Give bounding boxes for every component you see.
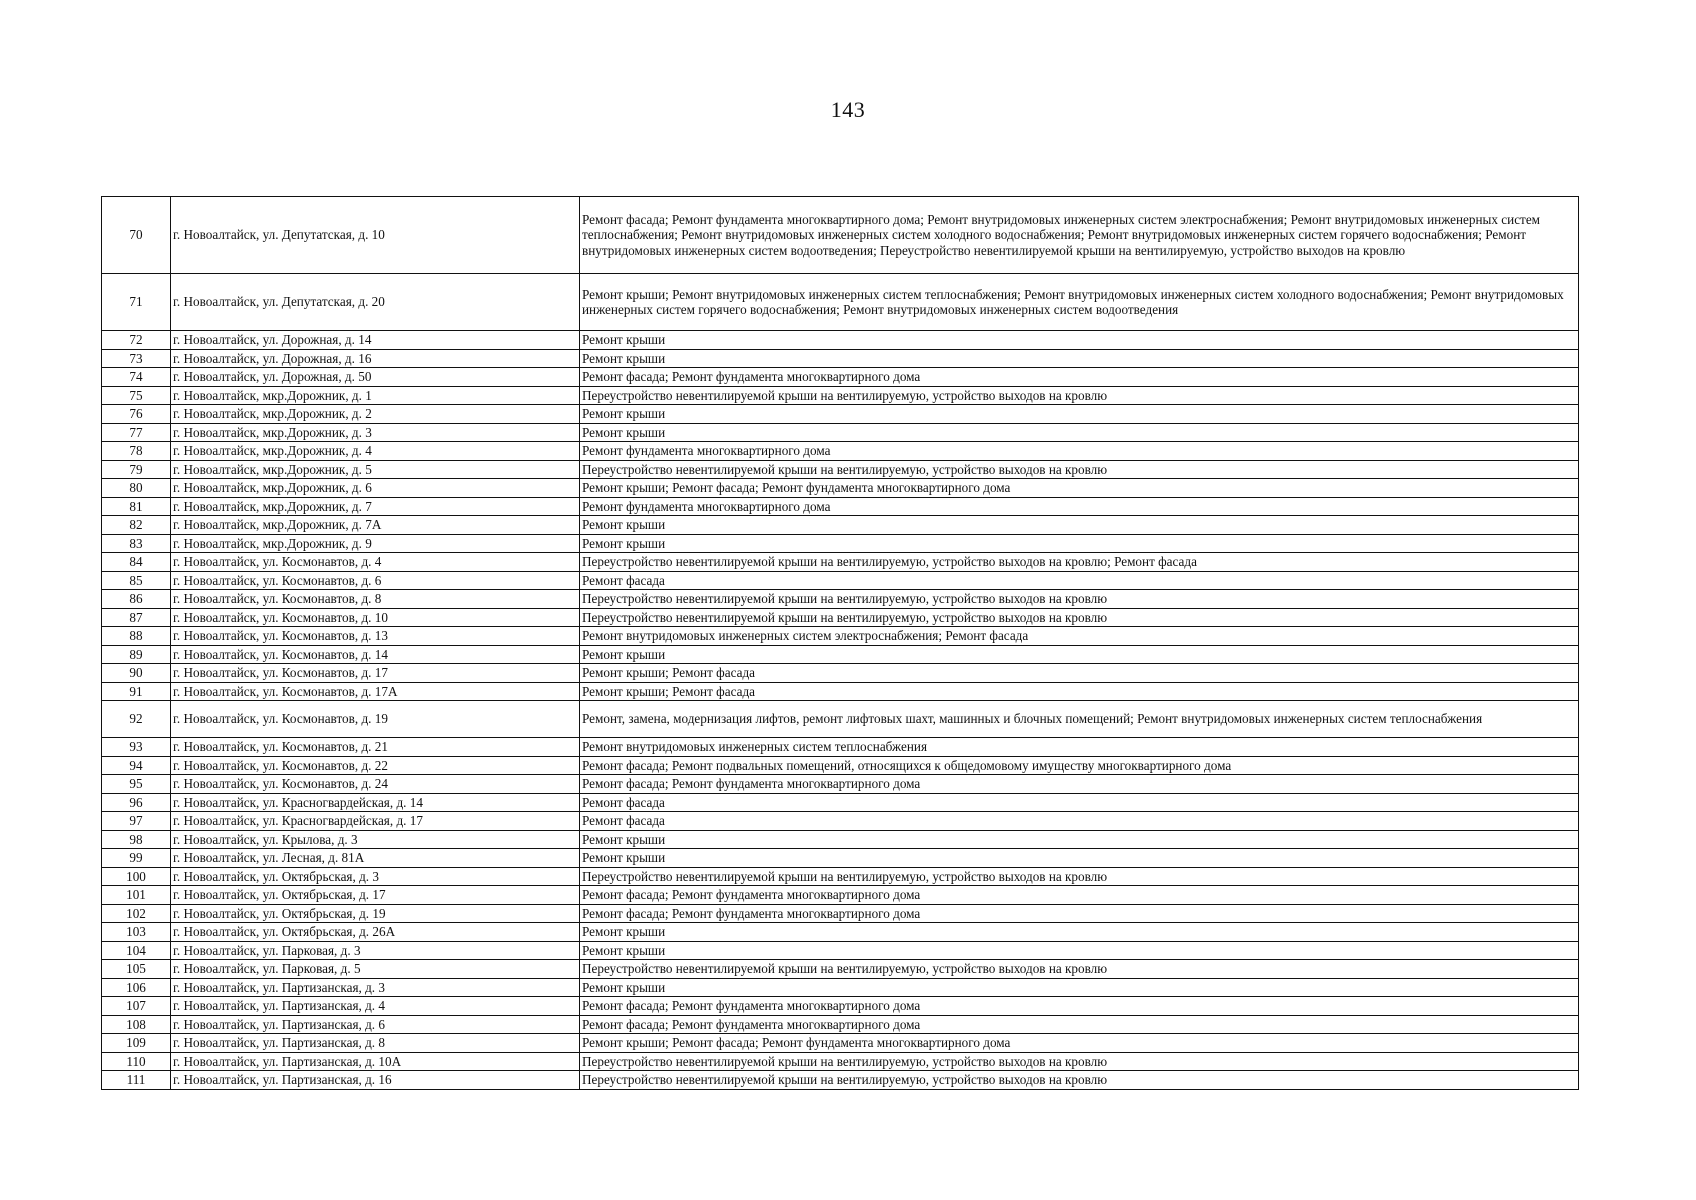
- table-row: [102, 331, 1579, 350]
- works-cell: Ремонт крыши; Ремонт фасада; Ремонт фундамента многоквартирного дома: [580, 1034, 1579, 1053]
- works-cell: Переустройство невентилируемой крыши на вентилируемую, устройство выходов на кровлю: [580, 608, 1579, 627]
- works-cell: Ремонт крыши: [580, 423, 1579, 442]
- table-row: [102, 534, 1579, 553]
- table-row: [102, 1034, 1579, 1053]
- address-cell: г. Новоалтайск, ул. Депутатская, д. 20: [171, 274, 580, 331]
- row-number-cell: 109: [102, 1034, 171, 1053]
- row-number-cell: 110: [102, 1052, 171, 1071]
- table-row: [102, 664, 1579, 683]
- row-number-cell: 92: [102, 701, 171, 738]
- row-number-cell: 100: [102, 867, 171, 886]
- table-row: [102, 1052, 1579, 1071]
- row-number-cell: 80: [102, 479, 171, 498]
- row-number-cell: 84: [102, 553, 171, 572]
- works-cell: Ремонт фасада; Ремонт фундамента многоквартирного дома: [580, 775, 1579, 794]
- address-cell: г. Новоалтайск, ул. Дорожная, д. 14: [171, 331, 580, 350]
- row-number-cell: 97: [102, 812, 171, 831]
- row-number-cell: 73: [102, 349, 171, 368]
- table-row: [102, 997, 1579, 1016]
- address-cell: г. Новоалтайск, ул. Космонавтов, д. 17А: [171, 682, 580, 701]
- table-row: [102, 645, 1579, 664]
- row-number-cell: 86: [102, 590, 171, 609]
- works-cell: Переустройство невентилируемой крыши на вентилируемую, устройство выходов на кровлю: [580, 867, 1579, 886]
- address-cell: г. Новоалтайск, ул. Дорожная, д. 16: [171, 349, 580, 368]
- row-number-cell: 75: [102, 386, 171, 405]
- address-cell: г. Новоалтайск, ул. Партизанская, д. 8: [171, 1034, 580, 1053]
- works-cell: Ремонт крыши: [580, 331, 1579, 350]
- table-row: [102, 349, 1579, 368]
- address-cell: г. Новоалтайск, ул. Лесная, д. 81А: [171, 849, 580, 868]
- address-cell: г. Новоалтайск, ул. Космонавтов, д. 22: [171, 756, 580, 775]
- row-number-cell: 94: [102, 756, 171, 775]
- works-cell: Ремонт крыши: [580, 516, 1579, 535]
- address-cell: г. Новоалтайск, ул. Космонавтов, д. 14: [171, 645, 580, 664]
- table-row: [102, 460, 1579, 479]
- table-row: [102, 516, 1579, 535]
- address-cell: г. Новоалтайск, ул. Красногвардейская, д. 17: [171, 812, 580, 831]
- row-number-cell: 107: [102, 997, 171, 1016]
- address-cell: г. Новоалтайск, ул. Партизанская, д. 3: [171, 978, 580, 997]
- table-row: [102, 627, 1579, 646]
- table-row: [102, 197, 1579, 274]
- table-row: [102, 442, 1579, 461]
- row-number-cell: 96: [102, 793, 171, 812]
- row-number-cell: 108: [102, 1015, 171, 1034]
- row-number-cell: 91: [102, 682, 171, 701]
- row-number-cell: 89: [102, 645, 171, 664]
- table-row: [102, 960, 1579, 979]
- row-number-cell: 111: [102, 1071, 171, 1090]
- row-number-cell: 83: [102, 534, 171, 553]
- row-number-cell: 105: [102, 960, 171, 979]
- row-number-cell: 88: [102, 627, 171, 646]
- address-cell: г. Новоалтайск, мкр.Дорожник, д. 7: [171, 497, 580, 516]
- address-cell: г. Новоалтайск, ул. Космонавтов, д. 19: [171, 701, 580, 738]
- address-cell: г. Новоалтайск, ул. Партизанская, д. 6: [171, 1015, 580, 1034]
- works-cell: Ремонт крыши: [580, 941, 1579, 960]
- table-row: [102, 830, 1579, 849]
- address-cell: г. Новоалтайск, мкр.Дорожник, д. 3: [171, 423, 580, 442]
- row-number-cell: 78: [102, 442, 171, 461]
- row-number-cell: 76: [102, 405, 171, 424]
- row-number-cell: 72: [102, 331, 171, 350]
- table-row: [102, 274, 1579, 331]
- works-cell: Ремонт крыши: [580, 849, 1579, 868]
- table-row: [102, 775, 1579, 794]
- address-cell: г. Новоалтайск, ул. Партизанская, д. 4: [171, 997, 580, 1016]
- address-cell: г. Новоалтайск, ул. Парковая, д. 3: [171, 941, 580, 960]
- address-cell: г. Новоалтайск, ул. Красногвардейская, д. 14: [171, 793, 580, 812]
- repair-register-table: [101, 196, 1579, 1090]
- row-number-cell: 93: [102, 738, 171, 757]
- address-cell: г. Новоалтайск, ул. Космонавтов, д. 21: [171, 738, 580, 757]
- works-cell: Ремонт фасада: [580, 793, 1579, 812]
- table-row: [102, 590, 1579, 609]
- row-number-cell: 102: [102, 904, 171, 923]
- table-row: [102, 553, 1579, 572]
- address-cell: г. Новоалтайск, ул. Дорожная, д. 50: [171, 368, 580, 387]
- works-cell: Переустройство невентилируемой крыши на вентилируемую, устройство выходов на кровлю: [580, 590, 1579, 609]
- works-cell: Переустройство невентилируемой крыши на вентилируемую, устройство выходов на кровлю: [580, 1052, 1579, 1071]
- works-cell: Переустройство невентилируемой крыши на вентилируемую, устройство выходов на кровлю; Ремонт фасада: [580, 553, 1579, 572]
- table-row: [102, 701, 1579, 738]
- table-row: [102, 793, 1579, 812]
- works-cell: Ремонт фасада: [580, 571, 1579, 590]
- works-cell: Ремонт крыши: [580, 830, 1579, 849]
- works-cell: Переустройство невентилируемой крыши на вентилируемую, устройство выходов на кровлю: [580, 386, 1579, 405]
- works-cell: Ремонт крыши: [580, 534, 1579, 553]
- address-cell: г. Новоалтайск, ул. Космонавтов, д. 4: [171, 553, 580, 572]
- row-number-cell: 103: [102, 923, 171, 942]
- table-row: [102, 941, 1579, 960]
- address-cell: г. Новоалтайск, мкр.Дорожник, д. 7А: [171, 516, 580, 535]
- row-number-cell: 77: [102, 423, 171, 442]
- table-row: [102, 497, 1579, 516]
- works-cell: Ремонт фасада; Ремонт фундамента многоквартирного дома: [580, 368, 1579, 387]
- address-cell: г. Новоалтайск, ул. Депутатская, д. 10: [171, 197, 580, 274]
- address-cell: г. Новоалтайск, мкр.Дорожник, д. 5: [171, 460, 580, 479]
- works-cell: Ремонт фасада; Ремонт фундамента многоквартирного дома: [580, 886, 1579, 905]
- works-cell: Ремонт крыши: [580, 405, 1579, 424]
- table-row: [102, 608, 1579, 627]
- row-number-cell: 71: [102, 274, 171, 331]
- table-row: [102, 423, 1579, 442]
- works-cell: Ремонт крыши: [580, 978, 1579, 997]
- table-row: [102, 368, 1579, 387]
- works-cell: Ремонт фасада; Ремонт фундамента многоквартирного дома: [580, 904, 1579, 923]
- table-row: [102, 756, 1579, 775]
- works-cell: Ремонт крыши: [580, 349, 1579, 368]
- row-number-cell: 74: [102, 368, 171, 387]
- table-row: [102, 1015, 1579, 1034]
- table-row: [102, 978, 1579, 997]
- row-number-cell: 90: [102, 664, 171, 683]
- works-cell: Ремонт фасада; Ремонт фундамента многоквартирного дома: [580, 1015, 1579, 1034]
- works-cell: Ремонт фундамента многоквартирного дома: [580, 442, 1579, 461]
- table-row: [102, 738, 1579, 757]
- works-cell: Ремонт, замена, модернизация лифтов, ремонт лифтовых шахт, машинных и блочных помещений; Ремонт внутридомовых инженерных систем теплоснабжения: [580, 701, 1579, 738]
- address-cell: г. Новоалтайск, мкр.Дорожник, д. 1: [171, 386, 580, 405]
- row-number-cell: 98: [102, 830, 171, 849]
- row-number-cell: 106: [102, 978, 171, 997]
- address-cell: г. Новоалтайск, ул. Октябрьская, д. 17: [171, 886, 580, 905]
- table-row: [102, 386, 1579, 405]
- works-cell: Ремонт крыши; Ремонт фасада: [580, 682, 1579, 701]
- row-number-cell: 101: [102, 886, 171, 905]
- table-row: [102, 571, 1579, 590]
- row-number-cell: 85: [102, 571, 171, 590]
- row-number-cell: 70: [102, 197, 171, 274]
- works-cell: Ремонт крыши: [580, 923, 1579, 942]
- works-cell: Переустройство невентилируемой крыши на вентилируемую, устройство выходов на кровлю: [580, 1071, 1579, 1090]
- address-cell: г. Новоалтайск, ул. Космонавтов, д. 17: [171, 664, 580, 683]
- row-number-cell: 95: [102, 775, 171, 794]
- works-cell: Ремонт крыши; Ремонт внутридомовых инженерных систем теплоснабжения; Ремонт внутридомовых инженерных систем холодного водоснабжения; Ремонт внутридомовых инженерных систем горячего водоснабжения; Ремонт внутридомовых инженерных систем водоотведения: [580, 274, 1579, 331]
- address-cell: г. Новоалтайск, ул. Октябрьская, д. 19: [171, 904, 580, 923]
- table-row: [102, 405, 1579, 424]
- address-cell: г. Новоалтайск, мкр.Дорожник, д. 4: [171, 442, 580, 461]
- row-number-cell: 82: [102, 516, 171, 535]
- address-cell: г. Новоалтайск, ул. Космонавтов, д. 24: [171, 775, 580, 794]
- works-cell: Ремонт фасада; Ремонт фундамента многоквартирного дома: [580, 997, 1579, 1016]
- table-row: [102, 812, 1579, 831]
- table-row: [102, 904, 1579, 923]
- works-cell: Ремонт фасада; Ремонт подвальных помещений, относящихся к общедомовому имуществу многоквартирного дома: [580, 756, 1579, 775]
- table-row: [102, 886, 1579, 905]
- works-cell: Ремонт фасада; Ремонт фундамента многоквартирного дома; Ремонт внутридомовых инженерных систем электроснабжения; Ремонт внутридомовых инженерных систем теплоснабжения; Ремонт внутридомовых инженерных систем холодного водоснабжения; Ремонт внутридомовых инженерных систем горячего водоснабжения; Ремонт внутридомовых инженерных систем водоотведения; Переустройство невентилируемой крыши на вентилируемую, устройство выходов на кровлю: [580, 197, 1579, 274]
- works-cell: Переустройство невентилируемой крыши на вентилируемую, устройство выходов на кровлю: [580, 460, 1579, 479]
- register-body: [102, 197, 1579, 1090]
- works-cell: Ремонт внутридомовых инженерных систем теплоснабжения: [580, 738, 1579, 757]
- address-cell: г. Новоалтайск, ул. Партизанская, д. 16: [171, 1071, 580, 1090]
- table-row: [102, 923, 1579, 942]
- page-number: 143: [830, 97, 866, 122]
- works-cell: Ремонт крыши; Ремонт фасада; Ремонт фундамента многоквартирного дома: [580, 479, 1579, 498]
- table-row: [102, 479, 1579, 498]
- address-cell: г. Новоалтайск, мкр.Дорожник, д. 6: [171, 479, 580, 498]
- row-number-cell: 79: [102, 460, 171, 479]
- address-cell: г. Новоалтайск, ул. Октябрьская, д. 3: [171, 867, 580, 886]
- address-cell: г. Новоалтайск, ул. Октябрьская, д. 26А: [171, 923, 580, 942]
- works-cell: Ремонт крыши: [580, 645, 1579, 664]
- address-cell: г. Новоалтайск, ул. Космонавтов, д. 10: [171, 608, 580, 627]
- address-cell: г. Новоалтайск, ул. Космонавтов, д. 13: [171, 627, 580, 646]
- table-row: [102, 867, 1579, 886]
- table-row: [102, 682, 1579, 701]
- row-number-cell: 104: [102, 941, 171, 960]
- address-cell: г. Новоалтайск, ул. Партизанская, д. 10А: [171, 1052, 580, 1071]
- address-cell: г. Новоалтайск, ул. Крылова, д. 3: [171, 830, 580, 849]
- address-cell: г. Новоалтайск, мкр.Дорожник, д. 2: [171, 405, 580, 424]
- row-number-cell: 99: [102, 849, 171, 868]
- works-cell: Ремонт внутридомовых инженерных систем электроснабжения; Ремонт фасада: [580, 627, 1579, 646]
- table-row: [102, 849, 1579, 868]
- address-cell: г. Новоалтайск, ул. Космонавтов, д. 6: [171, 571, 580, 590]
- works-cell: Ремонт фундамента многоквартирного дома: [580, 497, 1579, 516]
- works-cell: Переустройство невентилируемой крыши на вентилируемую, устройство выходов на кровлю: [580, 960, 1579, 979]
- address-cell: г. Новоалтайск, ул. Парковая, д. 5: [171, 960, 580, 979]
- row-number-cell: 87: [102, 608, 171, 627]
- works-cell: Ремонт крыши; Ремонт фасада: [580, 664, 1579, 683]
- table-row: [102, 1071, 1579, 1090]
- address-cell: г. Новоалтайск, ул. Космонавтов, д. 8: [171, 590, 580, 609]
- address-cell: г. Новоалтайск, мкр.Дорожник, д. 9: [171, 534, 580, 553]
- row-number-cell: 81: [102, 497, 171, 516]
- works-cell: Ремонт фасада: [580, 812, 1579, 831]
